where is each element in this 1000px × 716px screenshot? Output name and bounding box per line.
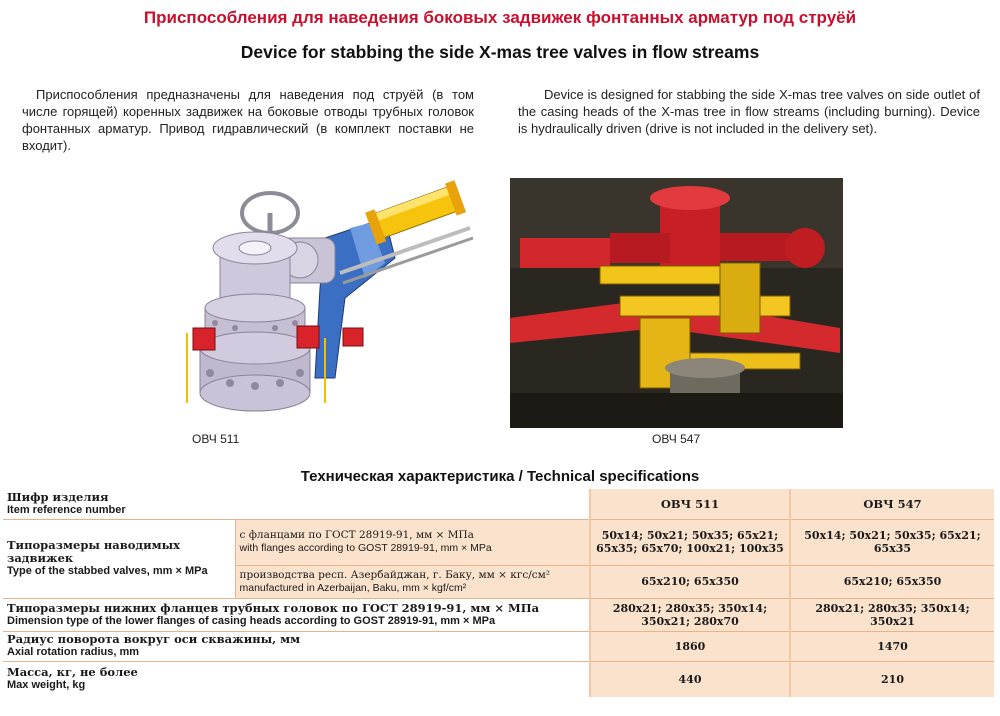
cell-value: 50х14; 50х21; 50х35; 65х21; 65х35 [790,519,994,565]
sub-label: с фланцами по ГОСТ 28919-91, мм × МПа with flanges according to GOST 28919-91, mm × MPa [235,519,590,565]
description-ru: Приспособления предназначены для наведения под струёй (в том числе горящей) коренных задвижек на боковые отводы трубных головок фонтанных арматур. Привод гидравлический (в комплект поставки не входит). [22,87,474,153]
row-label: Типоразмеры нижних фланцев трубных головок по ГОСТ 28919-91, мм × МПа Dimension type of the lower flanges of casing heads according to GOST 28919-91, mm × MPa [3,598,590,631]
row-label: Типоразмеры наводимых задвижек Type of the stabbed valves, mm × MPa [3,519,235,598]
row-label: Шифр изделия Item reference number [3,489,590,519]
device-511-image [175,178,475,428]
device-547-image [510,178,843,428]
cell-value: 50х14; 50х21; 50х35; 65х21; 65х35; 65х70; 100х21; 100х35 [590,519,790,565]
row-label: Масса, кг, не более Max weight, kg [3,661,590,697]
spec-table [3,489,994,697]
table-row-radius [3,631,994,661]
table-row-mass [3,661,994,697]
table-row-ref [3,489,994,519]
col-header-511: ОВЧ 511 [590,489,790,519]
table-row-valves-gost [3,519,994,565]
sub-label: производства респ. Азербайджан, г. Баку, мм × кгс/см² manufactured in Azerbaijan, Baku, mm × kgf/cm² [235,565,590,598]
cell-value: 1860 [590,631,790,661]
title-en: Device for stabbing the side X-mas tree valves in flow streams [240,42,760,62]
description-en: Device is designed for stabbing the side X-mas tree valves on side outlet of the casing heads of the X-mas tree in flow streams (including burning). Device is hydraulically driven (drive is not included in the delivery set). [518,87,980,136]
cell-value: 440 [590,661,790,697]
title-ru: Приспособления для наведения боковых задвижек фонтанных арматур под струёй [143,8,857,27]
cell-value: 65х210; 65х350 [790,565,994,598]
row-label: Радиус поворота вокруг оси скважины, мм Axial rotation radius, mm [3,631,590,661]
table-row-flanges [3,598,994,631]
col-header-547: ОВЧ 547 [790,489,994,519]
cell-value: 65х210; 65х350 [590,565,790,598]
cell-value: 1470 [790,631,994,661]
cell-value: 280х21; 280х35; 350х14; 350х21 [790,598,994,631]
cell-value: 210 [790,661,994,697]
cell-value: 280х21; 280х35; 350х14; 350х21; 280х70 [590,598,790,631]
spec-title: Техническая характеристика / Technical specifications [300,468,700,485]
device-511-caption: ОВЧ 511 [192,432,240,446]
device-547-caption: ОВЧ 547 [652,432,701,446]
